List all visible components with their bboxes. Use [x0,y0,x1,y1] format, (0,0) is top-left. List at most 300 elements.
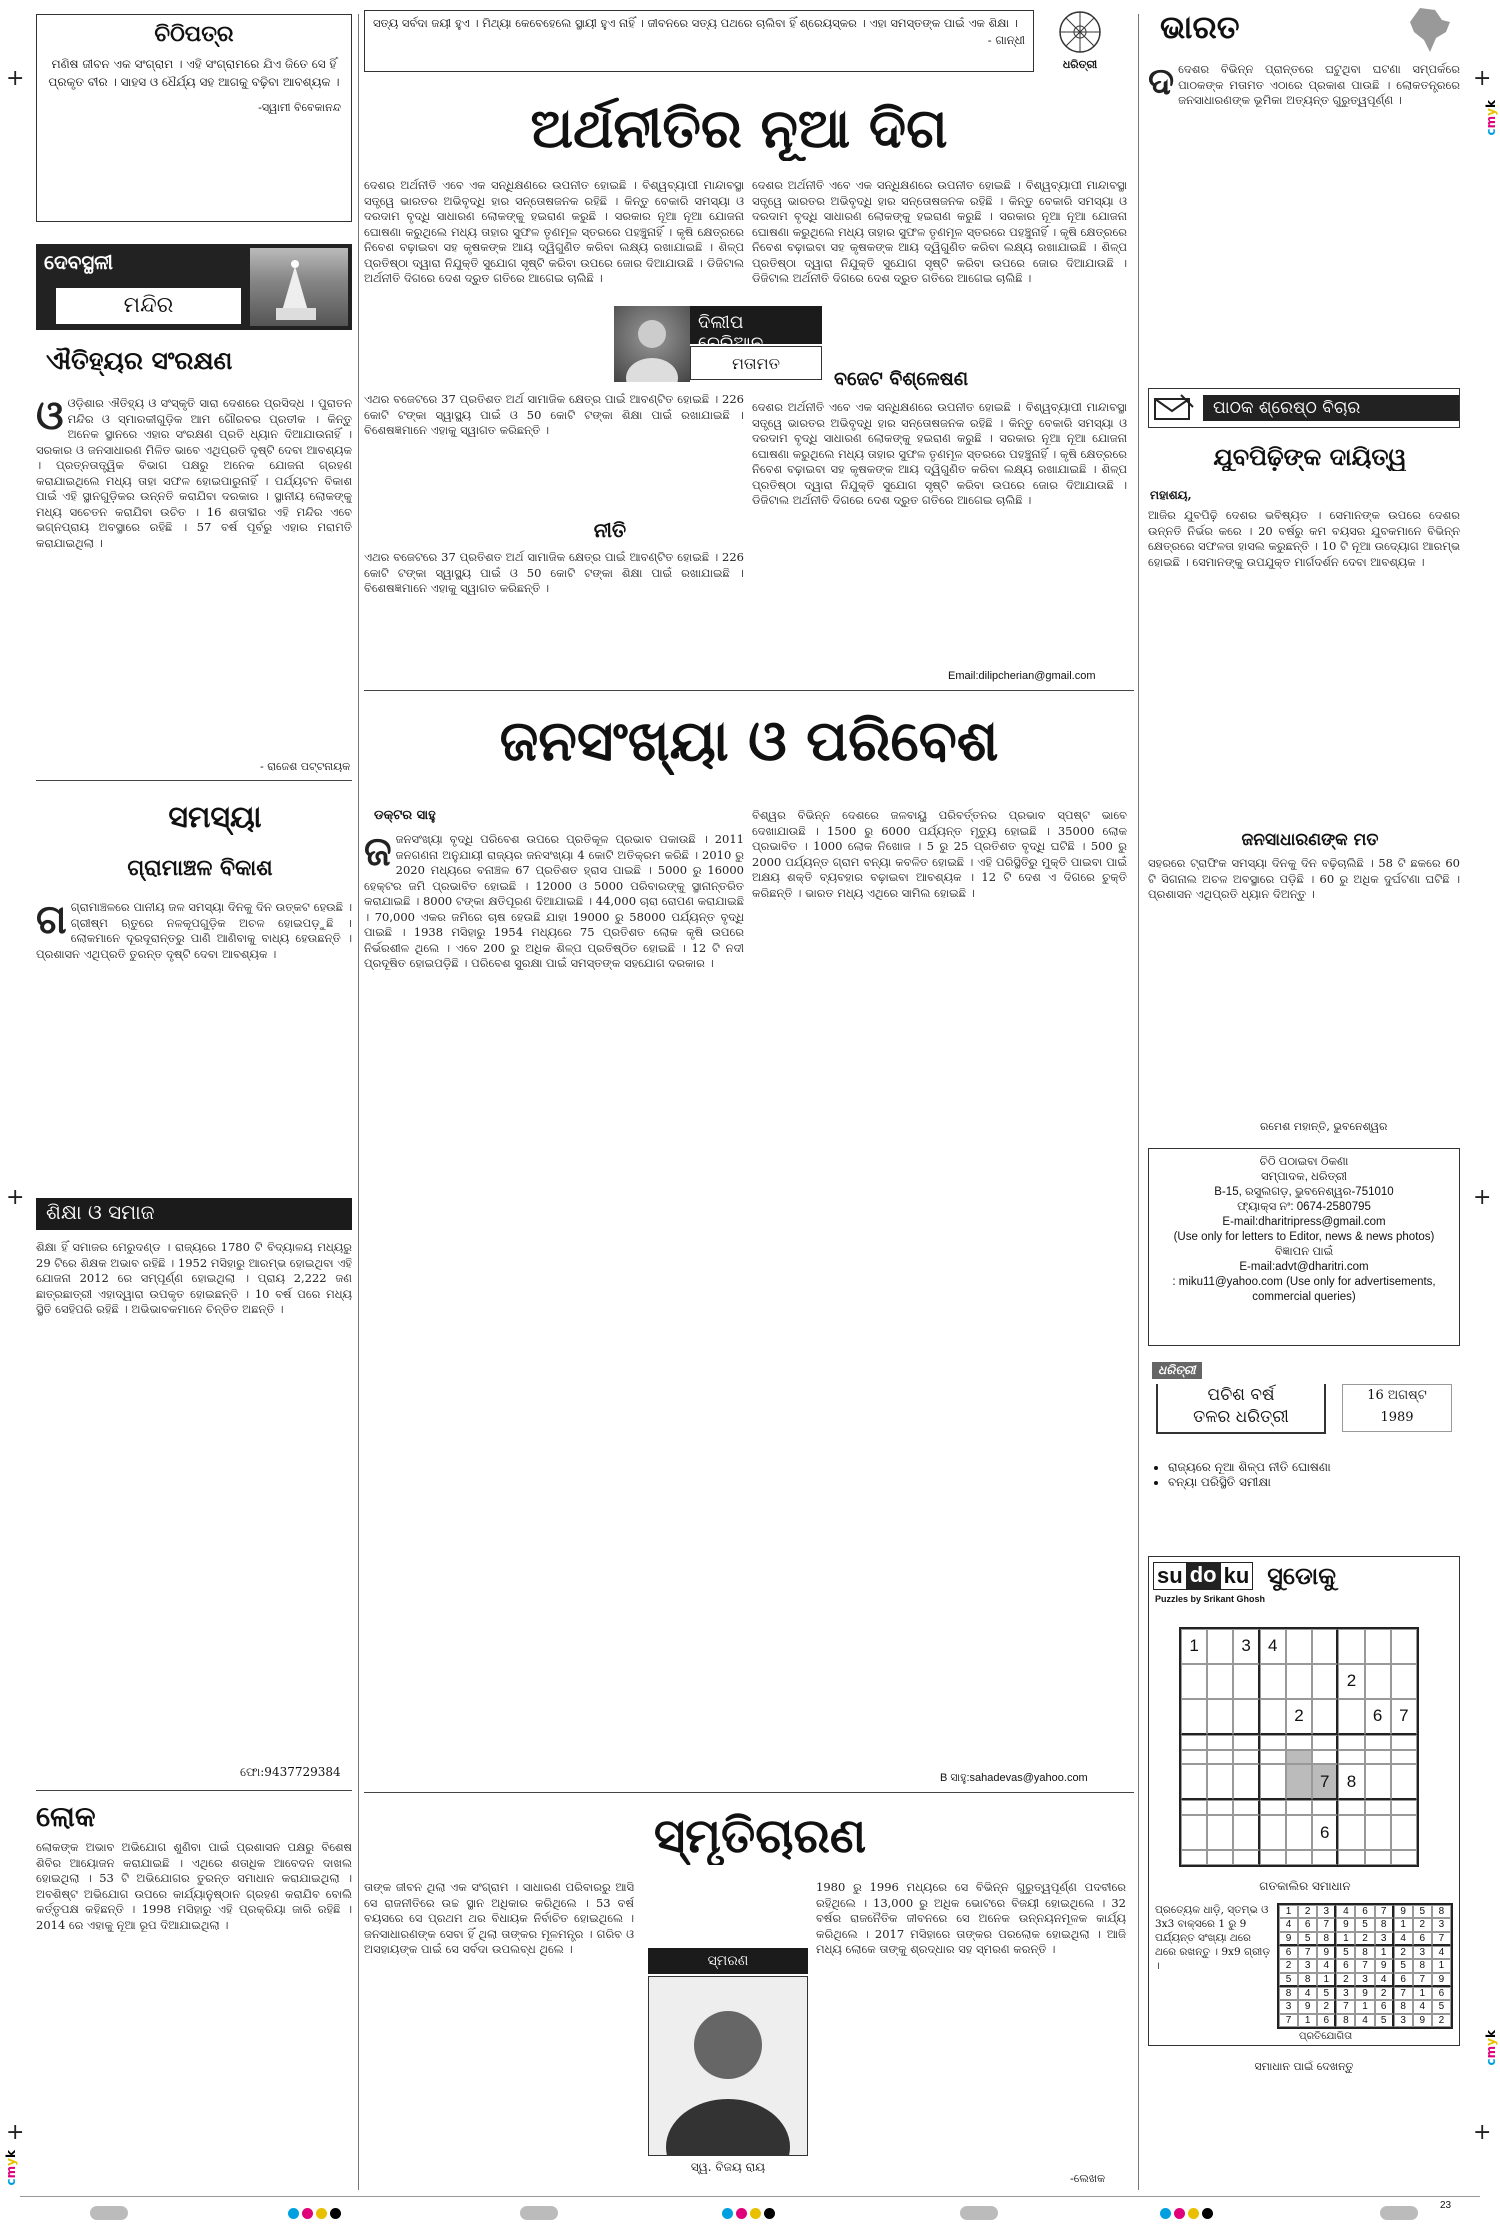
cmyk-label: cmyk [4,2150,18,2186]
solution-cell: 3 [1298,1959,1317,1972]
sudoku-cell[interactable] [1286,1815,1312,1850]
divider [36,1790,352,1791]
left-band-heading: ଶିକ୍ଷା ଓ ସମାଜ [36,1198,352,1230]
sudoku-cell[interactable] [1312,1850,1338,1865]
sudoku-cell[interactable] [1391,1735,1417,1750]
sudoku-cell[interactable]: 8 [1338,1764,1364,1800]
sudoku-cell[interactable] [1286,1750,1312,1765]
photo-subtitle: ମନ୍ଦିର [56,288,241,324]
sudoku-cell[interactable] [1391,1815,1417,1850]
divider [364,690,1134,691]
sudoku-cell[interactable]: 1 [1181,1629,1207,1664]
anniversary-year: 1989 [1380,1410,1414,1425]
anniversary-date-box [1342,1384,1452,1432]
magenta-dot [1174,2208,1185,2219]
sudoku-cell[interactable] [1365,1800,1391,1815]
solution-cell: 2 [1279,1959,1298,1972]
solution-cell: 8 [1279,1987,1298,2000]
sudoku-cell[interactable] [1312,1664,1338,1699]
solution-cell: 3 [1375,1932,1394,1946]
solution-cell: 8 [1298,1973,1317,1987]
email-author: B ସାହୁ:sahadevas@yahoo.com [940,1772,1088,1784]
anniversary-line-2: ତଳର ଧରିତ୍ରୀ [1193,1407,1289,1427]
sudoku-cell[interactable] [1181,1764,1207,1800]
letter-salutation: ମହାଶୟ, [1150,488,1192,502]
cyan-dot [722,2208,733,2219]
magenta-dot [302,2208,313,2219]
sudoku-cell[interactable] [1233,1764,1259,1800]
divider [364,1792,1134,1793]
solution-cell: 7 [1298,1946,1317,1959]
solution-cell: 5 [1375,2014,1394,2027]
cyan-dot [288,2208,299,2219]
registration-pill [1380,2206,1418,2220]
sudoku-cell[interactable] [1207,1750,1233,1765]
solution-cell: 3 [1394,2014,1413,2027]
sudoku-cell[interactable] [1233,1815,1259,1850]
anniversary-title [1156,1384,1326,1434]
solution-cell: 6 [1336,1959,1355,1972]
color-registration-bar [0,2206,1500,2222]
quote-author: -ସ୍ୱାମୀ ବିବେକାନନ୍ଦ [258,101,341,114]
letter-subhead: ଜନସାଧାରଣଙ୍କ ମତ [1241,830,1379,850]
solution-cell: 1 [1355,2000,1374,2013]
solution-cell: 9 [1279,1932,1298,1946]
sudoku-cell[interactable] [1365,1664,1391,1699]
solution-cell: 1 [1432,1959,1451,1972]
center-article-2-text: ଜନସଂଖ୍ୟା ବୃଦ୍ଧି ପରିବେଶ ଉପରେ ପ୍ରତିକୂଳ ପ୍ରଭାବ ପକାଉଛି । 2011 ଜନଗଣନା ଅନୁଯାୟୀ ରାଜ୍ୟର ଜନସଂଖ୍ୟା 4 କୋଟି ଅତିକ୍ରମ କରିଛି । 2010 ରୁ 2020 ମଧ୍ୟରେ ବନାଞ୍ଚଳ 67 ପ୍ରତିଶତ ହ୍ରାସ ପାଇଛି । 5000 ରୁ 16000 ହେକ୍ଟର ଜମି ପ୍ରଭାବିତ ହୋଇଛି । 12000 ଓ 5000 ପରିବାରଙ୍କୁ ସ୍ଥାନାନ୍ତରିତ କରାଯାଇଛି । 8000 ଟଙ୍କା କ୍ଷତିପୂରଣ ଦିଆଯାଇଛି । 44,000 ଚାରା ରୋପଣ କରାଯାଇଛି । 70,000 ଏକର ଜମିରେ ଚାଷ ହେଉଛି ଯାହା 19000 ରୁ 58000 ପର୍ଯ୍ୟନ୍ତ ବୃଦ୍ଧି ପାଇଛି । 1938 ମସିହାରୁ 1954 ମଧ୍ୟରେ 75 ପ୍ରତିଶତ ଲୋକ କୃଷି ଉପରେ ନିର୍ଭରଶୀଳ ଥିଲେ । ଏବେ 200 ରୁ ଅଧିକ ଶିଳ୍ପ ପ୍ରତିଷ୍ଠିତ ହୋଇଛି । 12 ଟି ନଦୀ ପ୍ରଦୂଷିତ ହୋଇପଡ଼ିଛି । ପରିବେଶ ସୁରକ୍ଷା ପାଇଁ ସମସ୍ତଙ୍କ ସହଯୋଗ ଦରକାର । [364,832,744,970]
columnist-photo [614,306,690,382]
drop-cap: ଗ [36,900,67,943]
left-heading-4: ଲୋକ [36,1800,96,1833]
anniversary-date: 16 ଅଗଷ୍ଟ [1367,1388,1427,1403]
solution-cell: 2 [1432,2014,1451,2027]
yellow-dot [316,2208,327,2219]
top-strip-text: ସତ୍ୟ ସର୍ବଦା ଜୟୀ ହୁଏ । ମିଥ୍ୟା କେବେହେଲେ ସ୍ଥାୟୀ ହୁଏ ନାହିଁ । ଜୀବନରେ ସତ୍ୟ ପଥରେ ଚାଲିବା ହିଁ ଶ୍ରେୟସ୍କର । ଏହା ସମସ୍ତଙ୍କ ପାଇଁ ଏକ ଶିକ୍ଷା । [373,16,1018,30]
letters-title: ଚିଠିପତ୍ର [154,21,234,47]
left-article-3-sign: ଫୋ:9437729384 [240,1765,341,1779]
sudoku-cell[interactable] [1207,1800,1233,1815]
contact-box [1148,1148,1460,1346]
center-article-3: ବିଶ୍ୱର ବିଭିନ୍ନ ଦେଶରେ ଜଳବାୟୁ ପରିବର୍ତ୍ତନର ପ୍ରଭାବ ସ୍ପଷ୍ଟ ଭାବେ ଦେଖାଯାଉଛି । 1500 ରୁ 6000 ପର୍ଯ୍ୟନ୍ତ ମୃତ୍ୟୁ ହୋଇଛି । 35000 ଲୋକ ପ୍ରଭାବିତ । 1000 ଲୋକ ନିଖୋଜ । 5 ରୁ 25 ପ୍ରତିଶତ ବୃଦ୍ଧି ଘଟିଛି । 500 ରୁ 2000 ପର୍ଯ୍ୟନ୍ତ ଗ୍ରାମ ବନ୍ୟା କବଳିତ ହୋଇଛି । ଏହି ପରିସ୍ଥିତିରୁ ମୁକ୍ତି ପାଇବା ପାଇଁ ଅକ୍ଷୟ ଶକ୍ତି ବ୍ୟବହାର ବଢ଼ାଇବା ଆବଶ୍ୟକ । 12 ଟି ଦେଶ ଏ ଦିଗରେ ଚୁକ୍ତି କରିଛନ୍ତି । ଭାରତ ମଧ୍ୟ ଏଥିରେ ସାମିଲ ହୋଇଛି । [752,808,1127,900]
sudoku-cell[interactable]: 7 [1312,1764,1338,1800]
solution-cell: 4 [1432,1946,1451,1959]
sudoku-grid[interactable] [1179,1627,1419,1867]
sudoku-cell[interactable] [1286,1764,1312,1800]
reader-section-heading: ଯୁବପିଢ଼ିଙ୍କ ଦାୟିତ୍ୱ [1213,442,1407,471]
sudoku-cell[interactable] [1207,1764,1233,1800]
center-article-main-5: ଦେଶର ଅର୍ଥନୀତି ଏବେ ଏକ ସନ୍ଧିକ୍ଷଣରେ ଉପନୀତ ହୋଇଛି । ବିଶ୍ୱବ୍ୟାପୀ ମାନ୍ଦାବସ୍ଥା ସତ୍ତ୍ୱେ ଭାରତର ଅଭିବୃଦ୍ଧି ହାର ସନ୍ତୋଷଜନକ ରହିଛି । କିନ୍ତୁ ବେକାରି ସମସ୍ୟା ଓ ଦରଦାମ ବୃଦ୍ଧି ସାଧାରଣ ଲୋକଙ୍କୁ ହଇରାଣ କରୁଛି । ସରକାର ନୂଆ ନୂଆ ଯୋଜନା ଘୋଷଣା କରୁଥିଲେ ମଧ୍ୟ ତାହାର ସୁଫଳ ତୃଣମୂଳ ସ୍ତରରେ ପହଞ୍ଚୁନାହିଁ । କୃଷି କ୍ଷେତ୍ରରେ ନିବେଶ ବଢ଼ାଇବା ସହ କୃଷକଙ୍କ ଆୟ ଦ୍ୱିଗୁଣିତ କରିବା ଲକ୍ଷ୍ୟ ରଖାଯାଇଛି । ଶିଳ୍ପ ପ୍ରତିଷ୍ଠା ଦ୍ୱାରା ନିଯୁକ୍ତି ସୁଯୋଗ ସୃଷ୍ଟି କରିବା ଉପରେ ଜୋର ଦିଆଯାଉଛି । ଡିଜିଟାଲ ଅର୍ଥନୀତି ଦିଗରେ ଦେଶ ଦ୍ରୁତ ଗତିରେ ଆଗେଇ ଚାଲିଛି । [752,400,1127,507]
solution-cell: 8 [1432,1905,1451,1918]
headline-3: ସ୍ମୃତିଚାରଣ [653,1808,867,1864]
sudoku-cell[interactable]: 2 [1338,1664,1364,1699]
letter-sign: ରମେଶ ମହାନ୍ତି, ଭୁବନେଶ୍ୱର [1260,1120,1388,1133]
solution-cell: 8 [1336,2014,1355,2027]
photo-header [36,244,352,330]
solution-cell: 3 [1413,1946,1432,1959]
sudoku-cell[interactable] [1181,1735,1207,1750]
columnist-tag: ମତାମତ [690,346,822,380]
top-strip-author: - ଗାନ୍ଧୀ [987,33,1025,47]
sudoku-cell[interactable] [1233,1750,1259,1765]
cmyk-label: cmyk [1484,2030,1498,2066]
solution-cell: 2 [1394,1946,1413,1959]
sudoku-cell[interactable]: 4 [1260,1629,1286,1664]
sudoku-cell[interactable] [1233,1664,1259,1699]
anniversary-item: • ରାଜ୍ୟରେ ନୂଆ ଶିଳ୍ପ ନୀତି ଘୋଷଣା [1168,1460,1456,1475]
solution-cell: 6 [1394,1973,1413,1987]
solution-cell: 4 [1336,1905,1355,1918]
solution-cell: 9 [1355,1987,1374,2000]
sudoku-cell[interactable] [1286,1629,1312,1664]
registration-mark: + [6,1185,25,1210]
right-title: ଭାରତ [1160,8,1240,46]
anniversary-item: • ବନ୍ୟା ପରିସ୍ଥିତି ସମୀକ୍ଷା [1168,1475,1456,1490]
left-article-1-text: ଓଡ଼ିଶାର ଐତିହ୍ୟ ଓ ସଂସ୍କୃତି ସାରା ଦେଶରେ ପ୍ରସିଦ୍ଧ । ପୁରାତନ ମନ୍ଦିର ଓ ସ୍ମାରକୀଗୁଡ଼ିକ ଆମ ଗୌରବର ପ୍ରତୀକ । କିନ୍ତୁ ଅନେକ ସ୍ଥାନରେ ଏହାର ସଂରକ୍ଷଣ ପ୍ରତି ଧ୍ୟାନ ଦିଆଯାଉନାହିଁ । ସରକାର ଓ ଜନସାଧାରଣ ମିଳିତ ଭାବେ ଏଥିପ୍ରତି ଦୃଷ୍ଟି ଦେବା ଆବଶ୍ୟକ । ପ୍ରତ୍ନତାତ୍ତ୍ୱିକ ବିଭାଗ ପକ୍ଷରୁ ଅନେକ ଯୋଜନା ଗ୍ରହଣ କରାଯାଇଥିଲେ ମଧ୍ୟ ତାହା ସଫଳ ହୋଇପାରୁନାହିଁ । ପର୍ଯ୍ୟଟନ ବିକାଶ ପାଇଁ ଏହି ସ୍ଥାନଗୁଡ଼ିକର ଉନ୍ନତି କରାଯିବା ଦରକାର । ସ୍ଥାନୀୟ ଲୋକଙ୍କୁ ମଧ୍ୟ ସଚେତନ କରାଯିବା ଉଚିତ । 16 ଶତାବ୍ଦୀର ଏହି ମନ୍ଦିର ଏବେ ଭଗ୍ନପ୍ରାୟ ଅବସ୍ଥାରେ ରହିଛି । 57 ବର୍ଷ ପୂର୍ବରୁ ଏହାର ମରାମତି କରାଯାଇଥିଲା । [36,396,352,550]
sudoku-cell[interactable] [1260,1699,1286,1735]
photo-title: ଦେବସ୍ଥଳୀ [44,250,113,274]
sudoku-cell[interactable] [1286,1800,1312,1815]
left-article-1 [36,396,352,776]
center-sub-heading-2: ନୀତି [593,518,627,542]
solution-cell: 4 [1298,1987,1317,2000]
sudoku-cell[interactable] [1207,1735,1233,1750]
center-article-main-cont: ଦେଶର ଅର୍ଥନୀତି ଏବେ ଏକ ସନ୍ଧିକ୍ଷଣରେ ଉପନୀତ ହୋଇଛି । ବିଶ୍ୱବ୍ୟାପୀ ମାନ୍ଦାବସ୍ଥା ସତ୍ତ୍ୱେ ଭାରତର ଅଭିବୃଦ୍ଧି ହାର ସନ୍ତୋଷଜନକ ରହିଛି । କିନ୍ତୁ ବେକାରି ସମସ୍ୟା ଓ ଦରଦାମ ବୃଦ୍ଧି ସାଧାରଣ ଲୋକଙ୍କୁ ହଇରାଣ କରୁଛି । ସରକାର ନୂଆ ନୂଆ ଯୋଜନା ଘୋଷଣା କରୁଥିଲେ ମଧ୍ୟ ତାହାର ସୁଫଳ ତୃଣମୂଳ ସ୍ତରରେ ପହଞ୍ଚୁନାହିଁ । କୃଷି କ୍ଷେତ୍ରରେ ନିବେଶ ବଢ଼ାଇବା ସହ କୃଷକଙ୍କ ଆୟ ଦ୍ୱିଗୁଣିତ କରିବା ଲକ୍ଷ୍ୟ ରଖାଯାଇଛି । ଶିଳ୍ପ ପ୍ରତିଷ୍ଠା ଦ୍ୱାରା ନିଯୁକ୍ତି ସୁଯୋଗ ସୃଷ୍ଟି କରିବା ଉପରେ ଜୋର ଦିଆଯାଉଛି । ଡିଜିଟାଲ ଅର୍ଥନୀତି ଦିଗରେ ଦେଶ ଦ୍ରୁତ ଗତିରେ ଆଗେଇ ଚାଲିଛି । [752,178,1127,285]
solution-cell: 8 [1375,1918,1394,1931]
center-sub-heading: ବଜେଟ ବିଶ୍ଳେଷଣ [834,368,969,390]
memorial-caption: ସ୍ୱ. ବିଜୟ ରାୟ [690,2160,766,2174]
solution-cell: 3 [1355,1973,1374,1987]
sudoku-credit: Puzzles by Srikant Ghosh [1155,1594,1266,1604]
drop-cap: ଦ [1148,62,1175,103]
registration-mark: + [1473,66,1492,91]
sudoku-caption: ଗତକାଲିର ସମାଧାନ [1259,1879,1351,1893]
sudoku-cell[interactable] [1312,1750,1338,1765]
sudoku-cell[interactable] [1365,1850,1391,1865]
sudoku-cell[interactable] [1338,1629,1364,1664]
center-article-5-sign: -ଲେଖକ [1070,2172,1106,2185]
sudoku-cell[interactable] [1338,1800,1364,1815]
solution-cell: 1 [1298,2014,1317,2027]
solution-cell: 9 [1336,1918,1355,1931]
sudoku-header [1149,1557,1459,1594]
sudoku-cell[interactable]: 6 [1312,1815,1338,1850]
solution-cell: 6 [1375,2000,1394,2013]
left-article-2-text: ଗ୍ରାମାଞ୍ଚଳରେ ପାନୀୟ ଜଳ ସମସ୍ୟା ଦିନକୁ ଦିନ ଉତ୍କଟ ହେଉଛି । ଗ୍ରୀଷ୍ମ ଋତୁରେ ନଳକୂପଗୁଡ଼ିକ ଅଚଳ ହୋଇପଡ଼ୁଛି । ଲୋକମାନେ ଦୂରଦୂରାନ୍ତରୁ ପାଣି ଆଣିବାକୁ ବାଧ୍ୟ ହେଉଛନ୍ତି । ପ୍ରଶାସନ ଏଥିପ୍ରତି ତୁରନ୍ତ ଦୃଷ୍ଟି ଦେବା ଆବଶ୍ୟକ । [36,900,352,961]
solution-cell: 4 [1355,2014,1374,2027]
columnist-name: ଦିଲୀପ ଚେରିଆନ [690,306,822,344]
solution-cell: 6 [1279,1946,1298,1959]
anniversary-line-1: ପଚିଶ ବର୍ଷ [1207,1385,1275,1405]
solution-cell: 3 [1317,1905,1336,1918]
reader-section-header [1148,388,1460,428]
top-strip [364,10,1034,72]
sudoku-cell[interactable] [1391,1664,1417,1699]
solution-cell: 7 [1375,1905,1394,1918]
sudoku-cell[interactable] [1391,1800,1417,1815]
footer-rule [20,2196,1480,2197]
sudoku-cell[interactable] [1207,1699,1233,1735]
sudoku-cell[interactable] [1207,1850,1233,1865]
divider [36,780,352,781]
sudoku-cell[interactable] [1181,1699,1207,1735]
sudoku-cell[interactable] [1181,1800,1207,1815]
person-icon [649,1977,807,2155]
solution-cell: 9 [1413,2014,1432,2027]
solution-cell: 2 [1413,1918,1432,1931]
left-article-1-sign: - ରାଜେଶ ପଟ୍ଟନାୟକ [260,760,351,773]
solution-cell: 4 [1413,2000,1432,2013]
page-number: 23 [1440,2200,1452,2211]
sudoku-cell[interactable] [1338,1699,1364,1735]
column-divider [1138,14,1139,2190]
solution-cell: 7 [1394,1987,1413,2000]
sudoku-cell[interactable] [1260,1764,1286,1800]
sudoku-cell[interactable] [1391,1850,1417,1865]
sudoku-rules-2: ପ୍ରତିଯୋଗିତା [1299,2031,1353,2042]
solution-cell: 8 [1394,2000,1413,2013]
solution-cell: 7 [1336,2000,1355,2013]
registration-pill [90,2206,128,2220]
sun-wheel-icon [1058,10,1102,54]
sudoku-cell[interactable] [1233,1699,1259,1735]
anniversary-list [1156,1460,1456,1490]
solution-cell: 9 [1375,1959,1394,1972]
memorial-photo [648,1976,808,2156]
center-article-2 [364,832,744,1782]
solution-cell: 2 [1355,1932,1374,1946]
black-dot [330,2208,341,2219]
sudoku-cell[interactable] [1338,1850,1364,1865]
center-article-main: ଦେଶର ଅର୍ଥନୀତି ଏବେ ଏକ ସନ୍ଧିକ୍ଷଣରେ ଉପନୀତ ହୋଇଛି । ବିଶ୍ୱବ୍ୟାପୀ ମାନ୍ଦାବସ୍ଥା ସତ୍ତ୍ୱେ ଭାରତର ଅଭିବୃଦ୍ଧି ହାର ସନ୍ତୋଷଜନକ ରହିଛି । କିନ୍ତୁ ବେକାରି ସମସ୍ୟା ଓ ଦରଦାମ ବୃଦ୍ଧି ସାଧାରଣ ଲୋକଙ୍କୁ ହଇରାଣ କରୁଛି । ସରକାର ନୂଆ ନୂଆ ଯୋଜନା ଘୋଷଣା କରୁଥିଲେ ମଧ୍ୟ ତାହାର ସୁଫଳ ତୃଣମୂଳ ସ୍ତରରେ ପହଞ୍ଚୁନାହିଁ । କୃଷି କ୍ଷେତ୍ରରେ ନିବେଶ ବଢ଼ାଇବା ସହ କୃଷକଙ୍କ ଆୟ ଦ୍ୱିଗୁଣିତ କରିବା ଲକ୍ଷ୍ୟ ରଖାଯାଇଛି । ଶିଳ୍ପ ପ୍ରତିଷ୍ଠା ଦ୍ୱାରା ନିଯୁକ୍ତି ସୁଯୋଗ ସୃଷ୍ଟି କରିବା ଉପରେ ଜୋର ଦିଆଯାଉଛି । ଡିଜିଟାଲ ଅର୍ଥନୀତି ଦିଗରେ ଦେଶ ଦ୍ରୁତ ଗତିରେ ଆଗେଇ ଚାଲିଛି । [364,178,744,285]
registration-mark: + [6,66,25,91]
sudoku-cell[interactable] [1260,1800,1286,1815]
sudoku-brand: su do ku [1153,1562,1253,1590]
sudoku-cell[interactable] [1260,1735,1286,1750]
sudoku-cell[interactable] [1181,1664,1207,1699]
sudoku-cell[interactable]: 6 [1365,1699,1391,1735]
solution-cell: 1 [1336,1932,1355,1946]
solution-cell: 2 [1336,1973,1355,1987]
left-article-4: ଲୋକଙ୍କ ଅଭାବ ଅଭିଯୋଗ ଶୁଣିବା ପାଇଁ ପ୍ରଶାସନ ପକ୍ଷରୁ ବିଶେଷ ଶିବିର ଆୟୋଜନ କରାଯାଇଛି । ଏଥିରେ ଶତାଧିକ ଆବେଦନ ଦାଖଲ ହୋଇଥିଲା । 53 ଟି ଅଭିଯୋଗର ତୁରନ୍ତ ସମାଧାନ କରାଯାଇଥିଲା । ଅବଶିଷ୍ଟ ଅଭିଯୋଗ ଉପରେ କାର୍ଯ୍ୟାନୁଷ୍ଠାନ ଗ୍ରହଣ କରାଯିବ ବୋଲି କର୍ତ୍ତୃପକ୍ଷ କହିଛନ୍ତି । 1998 ମସିହାରୁ ଏହି ପ୍ରକ୍ରିୟା ଜାରି ରହିଛି । 2014 ରେ ଏହାକୁ ନୂଆ ରୂପ ଦିଆଯାଇଥିଲା । [36,1840,352,1932]
sudoku-cell[interactable] [1260,1750,1286,1765]
registration-mark: + [1473,1185,1492,1210]
sudoku-cell[interactable] [1391,1764,1417,1800]
solution-cell: 6 [1413,1932,1432,1946]
sudoku-cell[interactable] [1260,1850,1286,1865]
center-article-4: ତାଙ୍କ ଜୀବନ ଥିଲା ଏକ ସଂଗ୍ରାମ । ସାଧାରଣ ପରିବାରରୁ ଆସି ସେ ରାଜନୀତିରେ ଉଚ୍ଚ ସ୍ଥାନ ଅଧିକାର କରିଥିଲେ । 53 ବର୍ଷ ବୟସରେ ସେ ପ୍ରଥମ ଥର ବିଧାୟକ ନିର୍ବାଚିତ ହୋଇଥିଲେ । ଜନସାଧାରଣଙ୍କ ସେବା ହିଁ ଥିଲା ତାଙ୍କର ମୂଳମନ୍ତ୍ର । ଗରିବ ଓ ଅସହାୟଙ୍କ ପାଇଁ ସେ ସର୍ବଦା ଉପଲବ୍ଧ ଥିଲେ । [364,1880,634,1956]
left-heading-2: ସମସ୍ୟା [168,800,262,835]
sudoku-cell[interactable] [1233,1850,1259,1865]
magenta-dot [736,2208,747,2219]
center-article-main-4: ଏଥର ବଜେଟରେ 37 ପ୍ରତିଶତ ଅର୍ଥ ସାମାଜିକ କ୍ଷେତ୍ର ପାଇଁ ଆବଣ୍ଟିତ ହୋଇଛି । 226 କୋଟି ଟଙ୍କା ସ୍ୱାସ୍ଥ୍ୟ ପାଇଁ ଓ 50 କୋଟି ଟଙ୍କା ଶିକ୍ଷା ପାଇଁ ରଖାଯାଇଛି । ବିଶେଷଜ୍ଞମାନେ ଏହାକୁ ସ୍ୱାଗତ କରିଛନ୍ତି । [364,550,744,595]
solution-cell: 2 [1317,2000,1336,2013]
envelope-icon [1153,393,1195,423]
contact-line-1: ଚିଠି ପଠାଇବା ଠିକଣା [1259,1156,1349,1168]
logo-small: ଧରିତ୍ରୀ [1062,58,1098,71]
black-dot [1202,2208,1213,2219]
person-icon [614,306,690,382]
solution-cell: 4 [1394,1932,1413,1946]
left-section-heading: ଐତିହ୍ୟର ସଂରକ୍ଷଣ [46,346,233,375]
advt-email[interactable]: E-mail:advt@dharitri.com [1239,1261,1369,1273]
center-article-main-3: ଏଥର ବଜେଟରେ 37 ପ୍ରତିଶତ ଅର୍ଥ ସାମାଜିକ କ୍ଷେତ୍ର ପାଇଁ ଆବଣ୍ଟିତ ହୋଇଛି । 226 କୋଟି ଟଙ୍କା ସ୍ୱାସ୍ଥ୍ୟ ପାଇଁ ଓ 50 କୋଟି ଟଙ୍କା ଶିକ୍ଷା ପାଇଁ ରଖାଯାଇଛି । ବିଶେଷଜ୍ଞମାନେ ଏହାକୁ ସ୍ୱାଗତ କରିଛନ୍ତି । [364,392,744,437]
solution-cell: 1 [1279,1905,1298,1918]
sudoku-cell[interactable] [1312,1800,1338,1815]
solution-cell: 4 [1279,1918,1298,1931]
editor-email[interactable]: E-mail:dharitripress@gmail.com [1222,1216,1386,1228]
sudoku-cell[interactable] [1207,1629,1233,1664]
solution-cell: 2 [1298,1905,1317,1918]
cmyk-label: cmyk [1484,100,1498,136]
sudoku-cell[interactable] [1338,1735,1364,1750]
sudoku-cell[interactable]: 3 [1233,1629,1259,1664]
sudoku-cell[interactable] [1181,1815,1207,1850]
quote-box [36,14,352,222]
contact-line-2: ସମ୍ପାଦକ, ଧରିତ୍ରୀ [1260,1171,1348,1183]
headline-2: ଜନସଂଖ୍ୟା ଓ ପରିବେଶ [499,708,999,774]
email-columnist: Email:dilipcherian@gmail.com [948,670,1096,682]
byline-2: ଡକ୍ଟର ସାହୁ [374,808,436,823]
solution-cell: 2 [1375,1987,1394,2000]
solution-cell: 9 [1317,1946,1336,1959]
solution-cell: 7 [1413,1973,1432,1987]
sudoku-cell[interactable] [1181,1750,1207,1765]
editor-email-note: (Use only for letters to Editor, news & news photos) [1173,1231,1435,1243]
registration-pill [520,2206,558,2220]
sudoku-cell[interactable] [1181,1850,1207,1865]
solution-cell: 5 [1317,1987,1336,2000]
anniversary-box [1148,1362,1460,1442]
solution-cell: 8 [1355,1946,1374,1959]
left-article-2 [36,900,352,1180]
column-divider [358,14,359,2190]
center-logo [1040,10,1120,72]
black-dot [764,2208,775,2219]
temple-icon [250,248,348,326]
solution-cell: 9 [1432,1973,1451,1987]
sudoku-rules: ପ୍ରତ୍ୟେକ ଧାଡ଼ି, ସ୍ତମ୍ଭ ଓ 3x3 ବାକ୍ସରେ 1 ରୁ 9 ପର୍ଯ୍ୟନ୍ତ ସଂଖ୍ୟା ଥରେ ଥରେ ରଖନ୍ତୁ । 9x9 ଗ୍ରୀଡ଼ । [1155,1904,1271,1972]
letter-body: ଆଜିର ଯୁବପିଢ଼ି ଦେଶର ଭବିଷ୍ୟତ । ସେମାନଙ୍କ ଉପରେ ଦେଶର ଉନ୍ନତି ନିର୍ଭର କରେ । 20 ବର୍ଷରୁ କମ ବୟସର ଯୁବକମାନେ ବିଭିନ୍ନ କ୍ଷେତ୍ରରେ ସଫଳତା ହାସଲ କରୁଛନ୍ତି । 10 ଟି ନୂଆ ଉଦ୍ୟୋଗ ଆରମ୍ଭ ହୋଇଛି । ସେମାନଙ୍କୁ ଉପଯୁକ୍ତ ମାର୍ଗଦର୍ଶନ ଦେବା ଆବଶ୍ୟକ । [1148,508,1460,569]
solution-cell: 9 [1394,1905,1413,1918]
sudoku-cell[interactable]: 7 [1391,1699,1417,1735]
sudoku-cell[interactable]: 2 [1286,1699,1312,1735]
solution-cell: 6 [1355,1905,1374,1918]
solution-cell: 5 [1432,2000,1451,2013]
sudoku-cell[interactable] [1338,1815,1364,1850]
yellow-dot [1188,2208,1199,2219]
solution-cell: 5 [1298,1932,1317,1946]
solution-cell: 9 [1298,2000,1317,2013]
temple-photo [250,248,348,326]
sudoku-cell[interactable] [1365,1815,1391,1850]
sudoku-cell[interactable] [1207,1815,1233,1850]
solution-cell: 4 [1317,1959,1336,1972]
drop-cap: ଓ [36,396,64,439]
sudoku-cell[interactable] [1391,1629,1417,1664]
sudoku-cell[interactable] [1286,1735,1312,1750]
solution-cell: 4 [1375,1973,1394,1987]
contact-line-4: ଫ୍ୟାକ୍ସ ନଂ: 0674-2580795 [1237,1201,1371,1213]
contact-line-5: ବିଜ୍ଞାପନ ପାଇଁ [1274,1246,1334,1258]
sudoku-cell[interactable] [1391,1750,1417,1765]
sudoku-cell[interactable] [1260,1815,1286,1850]
reader-section-title: ପାଠକ ଶ୍ରେଷ୍ଠ ବିଚାର [1203,395,1459,421]
drop-cap: ଜ [364,832,392,875]
solution-cell: 7 [1355,1959,1374,1972]
main-headline: ଅର୍ଥନୀତିର ନୂଆ ଦିଗ [530,96,948,160]
solution-cell: 1 [1394,1918,1413,1931]
right-intro-text: ଦେଶର ବିଭିନ୍ନ ପ୍ରାନ୍ତରେ ଘଟୁଥିବା ଘଟଣା ସମ୍ପର୍କରେ ପାଠକଙ୍କ ମତାମତ ଏଠାରେ ପ୍ରକାଶ ପାଉଛି । ଲୋକତନ୍ତ୍ରରେ ଜନସାଧାରଣଙ୍କ ଭୂମିକା ଅତ୍ୟନ୍ତ ଗୁରୁତ୍ୱପୂର୍ଣ୍ଣ । [1178,62,1460,107]
solution-cell: 1 [1375,1946,1394,1959]
solution-cell: 5 [1394,1959,1413,1972]
right-intro [1148,62,1460,362]
solution-note: ସମାଧାନ ପାଇଁ ଦେଖନ୍ତୁ [1254,2060,1354,2073]
solution-cell: 5 [1355,1918,1374,1931]
solution-cell: 5 [1336,1946,1355,1959]
contact-line-3: B-15, ରସୁଲଗଡ଼, ଭୁବନେଶ୍ୱର-751010 [1214,1186,1394,1198]
sudoku-title: ସୁଡୋକୁ [1267,1561,1336,1590]
sudoku-cell[interactable] [1365,1750,1391,1765]
solution-cell: 5 [1413,1905,1432,1918]
solution-cell: 8 [1317,1932,1336,1946]
solution-cell: 6 [1432,1987,1451,2000]
center-article-5: 1980 ରୁ 1996 ମଧ୍ୟରେ ସେ ବିଭିନ୍ନ ଗୁରୁତ୍ୱପୂର୍ଣ୍ଣ ପଦବୀରେ ରହିଥିଲେ । 13,000 ରୁ ଅଧିକ ଭୋଟରେ ବିଜୟୀ ହୋଇଥିଲେ । 32 ବର୍ଷର ରାଜନୈତିକ ଜୀବନରେ ସେ ଅନେକ ଉନ୍ନୟନମୂଳକ କାର୍ଯ୍ୟ କରିଥିଲେ । 2017 ମସିହାରେ ତାଙ୍କର ପରଲୋକ ହୋଇଥିଲା । ଆଜି ମଧ୍ୟ ଲୋକେ ତାଙ୍କୁ ଶ୍ରଦ୍ଧାର ସହ ସ୍ମରଣ କରନ୍ତି । [816,1880,1126,1956]
left-article-3: ଶିକ୍ଷା ହିଁ ସମାଜର ମେରୁଦଣ୍ଡ । ରାଜ୍ୟରେ 1780 ଟି ବିଦ୍ୟାଳୟ ମଧ୍ୟରୁ 29 ଟିରେ ଶିକ୍ଷକ ଅଭାବ ରହିଛି । 1952 ମସିହାରୁ ଆରମ୍ଭ ହୋଇଥିବା ଏହି ଯୋଜନା 2012 ରେ ସମ୍ପୂର୍ଣ୍ଣ ହୋଇଥିଲା । ପ୍ରାୟ 2,222 ଜଣ ଛାତ୍ରଛାତ୍ରୀ ଏହାଦ୍ୱାରା ଉପକୃତ ହୋଇଛନ୍ତି । 10 ବର୍ଷ ପରେ ମଧ୍ୟ ସ୍ଥିତି ସେହିପରି ରହିଛି । ଅଭିଭାବକମାନେ ଚିନ୍ତିତ ଅଛନ୍ତି । [36,1240,352,1316]
sudoku-cell[interactable] [1260,1664,1286,1699]
anniversary-logo: ଧରିତ୍ରୀ [1152,1362,1202,1379]
solution-cell: 1 [1317,1973,1336,1987]
registration-mark: + [6,2120,25,2145]
registration-pill [960,2206,998,2220]
solution-cell: 1 [1413,1987,1432,2000]
solution-cell: 3 [1279,2000,1298,2013]
solution-cell: 8 [1413,1959,1432,1972]
sudoku-cell[interactable] [1286,1850,1312,1865]
solution-cell: 3 [1432,1918,1451,1931]
left-subhead-2: ଗ୍ରାମାଞ୍ଚଳ ବିକାଶ [127,855,273,881]
sudoku-cell[interactable] [1312,1735,1338,1750]
sudoku-cell[interactable] [1233,1800,1259,1815]
sudoku-cell[interactable] [1207,1664,1233,1699]
solution-cell: 6 [1298,1918,1317,1931]
solution-cell: 3 [1336,1987,1355,2000]
registration-mark: + [1473,2120,1492,2145]
sudoku-cell[interactable] [1286,1664,1312,1699]
cyan-dot [1160,2208,1171,2219]
sudoku-cell[interactable] [1233,1735,1259,1750]
sudoku-cell[interactable] [1338,1750,1364,1765]
sudoku-cell[interactable] [1312,1629,1338,1664]
solution-grid [1277,1903,1453,2029]
solution-cell: 7 [1279,2014,1298,2027]
solution-cell: 7 [1432,1932,1451,1946]
sudoku-cell[interactable] [1365,1629,1391,1664]
india-map-icon [1400,6,1460,54]
memorial-label: ସ୍ମରଣ [648,1948,808,1974]
solution-cell: 5 [1279,1973,1298,1987]
misc-email[interactable]: : miku11@yahoo.com (Use only for advertisements, commercial queries) [1172,1276,1436,1303]
letter-body-2: ସହରରେ ଟ୍ରାଫିକ ସମସ୍ୟା ଦିନକୁ ଦିନ ବଢ଼ିଚାଲିଛି । 58 ଟି ଛକରେ 60 ଟି ସିଗନାଲ ଅଚଳ ଅବସ୍ଥାରେ ପଡ଼ିଛି । 60 ରୁ ଅଧିକ ଦୁର୍ଘଟଣା ଘଟିଛି । ପ୍ରଶାସନ ଏଥିପ୍ରତି ଧ୍ୟାନ ଦିଅନ୍ତୁ । [1148,856,1460,901]
sudoku-cell[interactable] [1365,1735,1391,1750]
sudoku-cell[interactable] [1312,1699,1338,1735]
quote-text: ମଣିଷ ଜୀବନ ଏକ ସଂଗ୍ରାମ । ଏହି ସଂଗ୍ରାମରେ ଯିଏ ଜିତେ ସେ ହିଁ ପ୍ରକୃତ ବୀର । ସାହସ ଓ ଧୈର୍ଯ୍ୟ ସହ ଆଗକୁ ବଢ଼ିବା ଆବଶ୍ୟକ । [48,57,340,89]
sudoku-box [1148,1556,1460,2046]
yellow-dot [750,2208,761,2219]
solution-cell: 7 [1317,1918,1336,1931]
solution-cell: 6 [1317,2014,1336,2027]
sudoku-cell[interactable] [1365,1764,1391,1800]
